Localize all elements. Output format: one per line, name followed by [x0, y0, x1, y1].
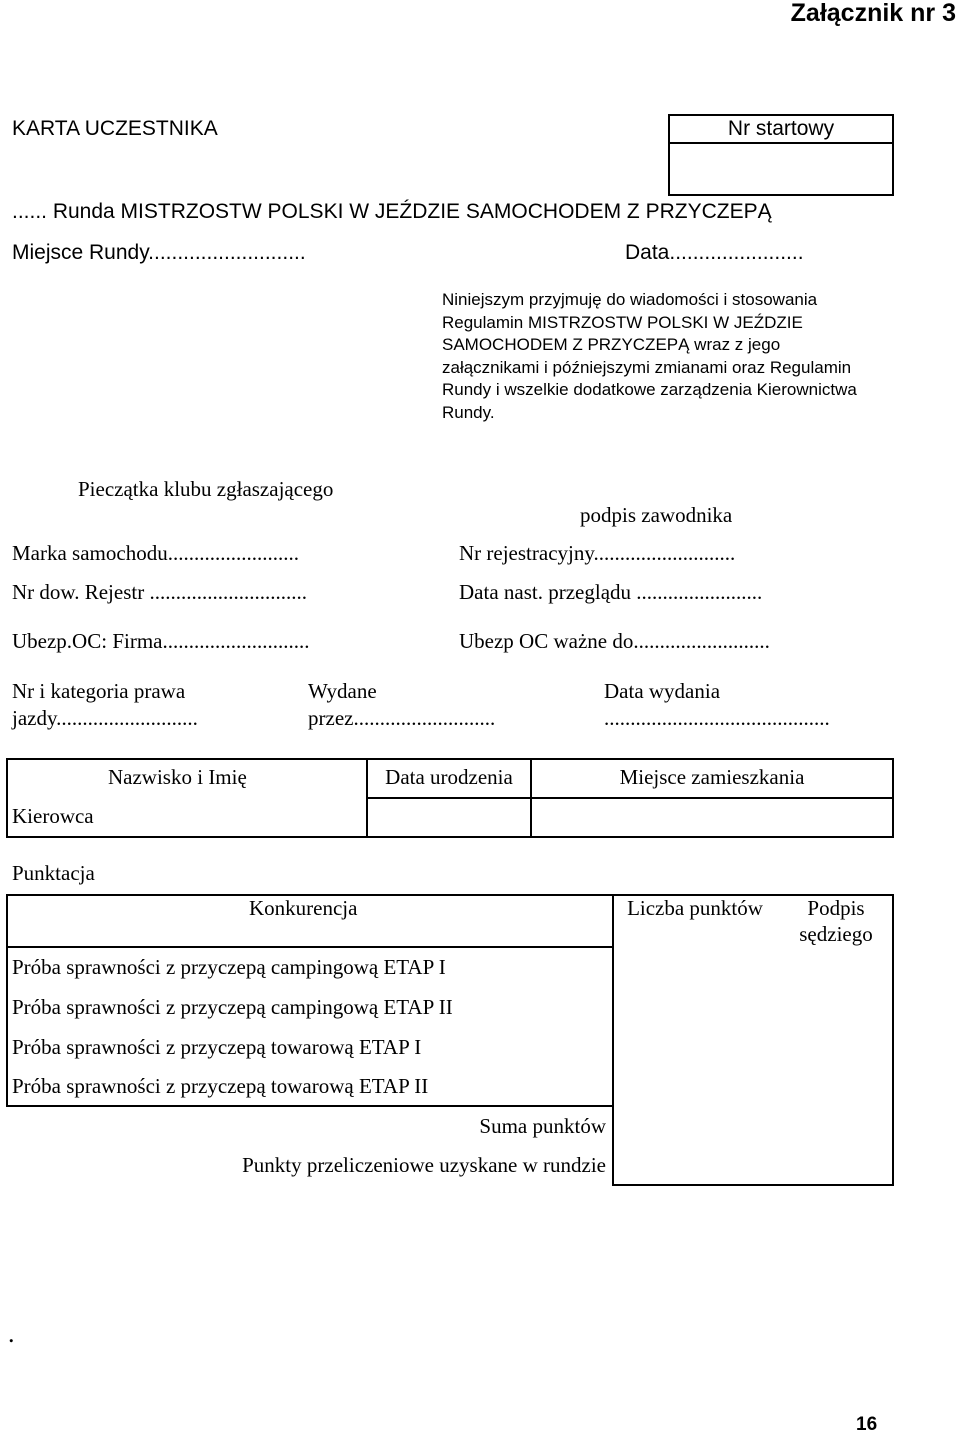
scoring-header-points: Liczba punktów [627, 896, 763, 920]
declaration-line: Regulamin MISTRZOSTW POLSKI W JEŹDZIE [442, 312, 803, 332]
doc-reg-field[interactable]: Nr dow. Rejestr .............................. [12, 580, 307, 604]
sum-label: Suma punktów [479, 1114, 606, 1138]
scoring-row-label: Próba sprawności z przyczepą campingową ETAP I [12, 955, 446, 979]
next-inspection-field[interactable]: Data nast. przeglądu ........................ [459, 580, 763, 604]
round-line: ...... Runda MISTRZOSTW POLSKI W JEŹDZIE SAMOCHODEM Z PRZYCZEPĄ [12, 200, 772, 223]
declaration-line: Niniejszym przyjmuję do wiadomości i stosowania [442, 290, 818, 309]
issue-date-dots: ........................................... [604, 706, 830, 730]
reg-number-field[interactable]: Nr rejestracyjny........................... [459, 541, 736, 565]
card-title: KARTA UCZESTNIKA [12, 117, 218, 140]
driver-header-address: Miejsce zamieszkania [619, 765, 805, 789]
scoring-header-judge: sędziego [799, 922, 873, 946]
scoring-title: Punktacja [12, 861, 95, 885]
car-make-field[interactable]: Marka samochodu......................... [12, 541, 299, 565]
attachment-label: Załącznik nr 3 [790, 0, 956, 27]
scoring-header-signature: Podpis [807, 896, 865, 920]
declaration-line: Rundy. [442, 402, 495, 422]
driver-row-label: Kierowca [12, 804, 94, 828]
issued-by-dots: przez........................... [308, 706, 496, 730]
declaration-text [442, 289, 857, 424]
declaration-line: załącznikami i późniejszymi zmianami oraz Regulamin [442, 357, 852, 377]
scoring-row-label: Próba sprawności z przyczepą towarową ETAP II [12, 1074, 429, 1098]
stamp-label: Pieczątka klubu zgłaszającego [78, 477, 334, 501]
insurance-company-field[interactable]: Ubezp.OC: Firma............................ [12, 629, 310, 653]
insurance-valid-field[interactable]: Ubezp OC ważne do.......................... [459, 629, 770, 653]
issued-by-field[interactable] [308, 678, 495, 732]
place-field[interactable]: Miejsce Rundy........................... [12, 241, 306, 264]
declaration-line: Rundy i wszelkie dodatkowe zarządzenia Kierownictwa [442, 380, 857, 399]
converted-points-label: Punkty przeliczeniowe uzyskane w rundzie [242, 1153, 606, 1177]
license-label: Nr i kategoria prawa [12, 679, 186, 703]
issue-date-label: Data wydania [604, 679, 721, 703]
declaration-line: SAMOCHODEM Z PRZYCZEPĄ wraz z jego [442, 335, 781, 354]
page-number: 16 [856, 1414, 878, 1435]
footer-dot: . [8, 1319, 15, 1348]
issued-by-label: Wydane [308, 679, 377, 703]
license-dots: jazdy........................... [12, 706, 198, 730]
scoring-row-label: Próba sprawności z przyczepą towarową ETAP I [12, 1035, 422, 1059]
signature-label: podpis zawodnika [580, 503, 733, 527]
driver-header-birthdate: Data urodzenia [385, 765, 513, 789]
date-field[interactable]: Data....................... [625, 241, 804, 264]
issue-date-field[interactable] [604, 678, 830, 732]
driver-header-name: Nazwisko i Imię [108, 765, 247, 789]
start-number-divider [668, 142, 894, 144]
start-number-label: Nr startowy [727, 117, 835, 140]
license-field[interactable] [12, 678, 198, 732]
scoring-header-competition: Konkurencja [249, 896, 358, 920]
scoring-row-label: Próba sprawności z przyczepą campingową ETAP II [12, 995, 453, 1019]
